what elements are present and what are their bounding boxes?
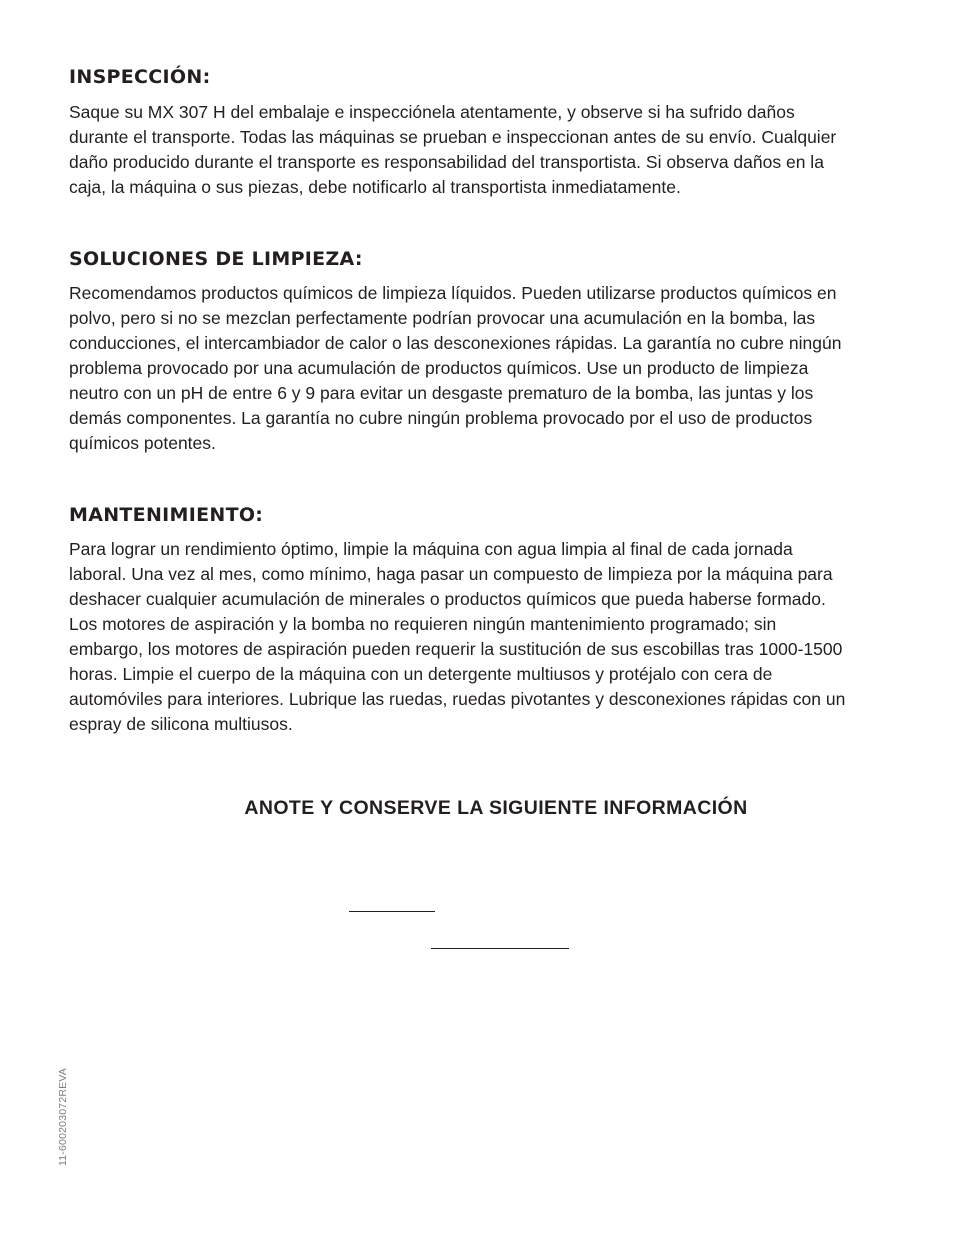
text-line: conducciones, el intercambiador de calor o las desconexiones rápidas. La garantía no cubre ningún [69, 333, 842, 353]
text-line: problema provocado por una acumulación de productos químicos. Use un producto de limpieza [69, 358, 809, 378]
text-line: Recomendamos productos químicos de limpieza líquidos. Pueden utilizarse productos químicos en [69, 283, 837, 303]
record-info-heading: ANOTE Y CONSERVE LA SIGUIENTE INFORMACIÓN [244, 797, 748, 819]
text-line: demás componentes. La garantía no cubre ningún problema provocado por el uso de productos [69, 408, 813, 428]
cleaning-solutions-heading: SOLUCIONES DE LIMPIEZA: [69, 248, 363, 270]
inspection-heading: INSPECCIÓN: [69, 66, 211, 88]
text-line: horas. Limpie el cuerpo de la máquina con un detergente multiusos y protéjalo con cera de [69, 664, 773, 684]
maintenance-heading: MANTENIMIENTO: [69, 504, 264, 526]
fill-in-line [431, 948, 569, 949]
text-line: espray de silicona multiusos. [69, 714, 293, 734]
text-line: daño producido durante el transporte es responsabilidad del transportista. Si observa daños en la [69, 152, 824, 172]
text-line: químicos potentes. [69, 433, 216, 453]
cleaning-solutions-paragraph [69, 281, 909, 456]
fill-in-line [349, 911, 435, 912]
text-line: embargo, los motores de aspiración pueden requerir la sustitución de sus escobillas tras 1000-1500 [69, 639, 843, 659]
text-line: polvo, pero si no se mezclan perfectamente podrían provocar una acumulación en la bomba, las [69, 308, 816, 328]
inspection-paragraph [69, 100, 909, 200]
text-line: automóviles para interiores. Lubrique las ruedas, ruedas pivotantes y desconexiones rápidas con un [69, 689, 846, 709]
text-line: Los motores de aspiración y la bomba no requieren ningún mantenimiento programado; sin [69, 614, 777, 634]
maintenance-paragraph [69, 537, 909, 737]
text-line: caja, la máquina o sus piezas, debe notificarlo al transportista inmediatamente. [69, 177, 681, 197]
text-line: deshacer cualquier acumulación de minerales o productos químicos que pueda haberse formado. [69, 589, 826, 609]
text-line: laboral. Una vez al mes, como mínimo, haga pasar un compuesto de limpieza por la máquina para [69, 564, 833, 584]
text-line: Saque su MX 307 H del embalaje e inspecciónela atentamente, y observe si ha sufrido daños [69, 102, 795, 122]
text-line: Para lograr un rendimiento óptimo, limpie la máquina con agua limpia al final de cada jornada [69, 539, 793, 559]
document-code: 11-600203072REVA [57, 1068, 69, 1166]
text-line: durante el transporte. Todas las máquinas se prueban e inspeccionan antes de su envío. Cualquier [69, 127, 837, 147]
text-line: neutro con un pH de entre 6 y 9 para evitar un desgaste prematuro de la bomba, las juntas y los [69, 383, 814, 403]
